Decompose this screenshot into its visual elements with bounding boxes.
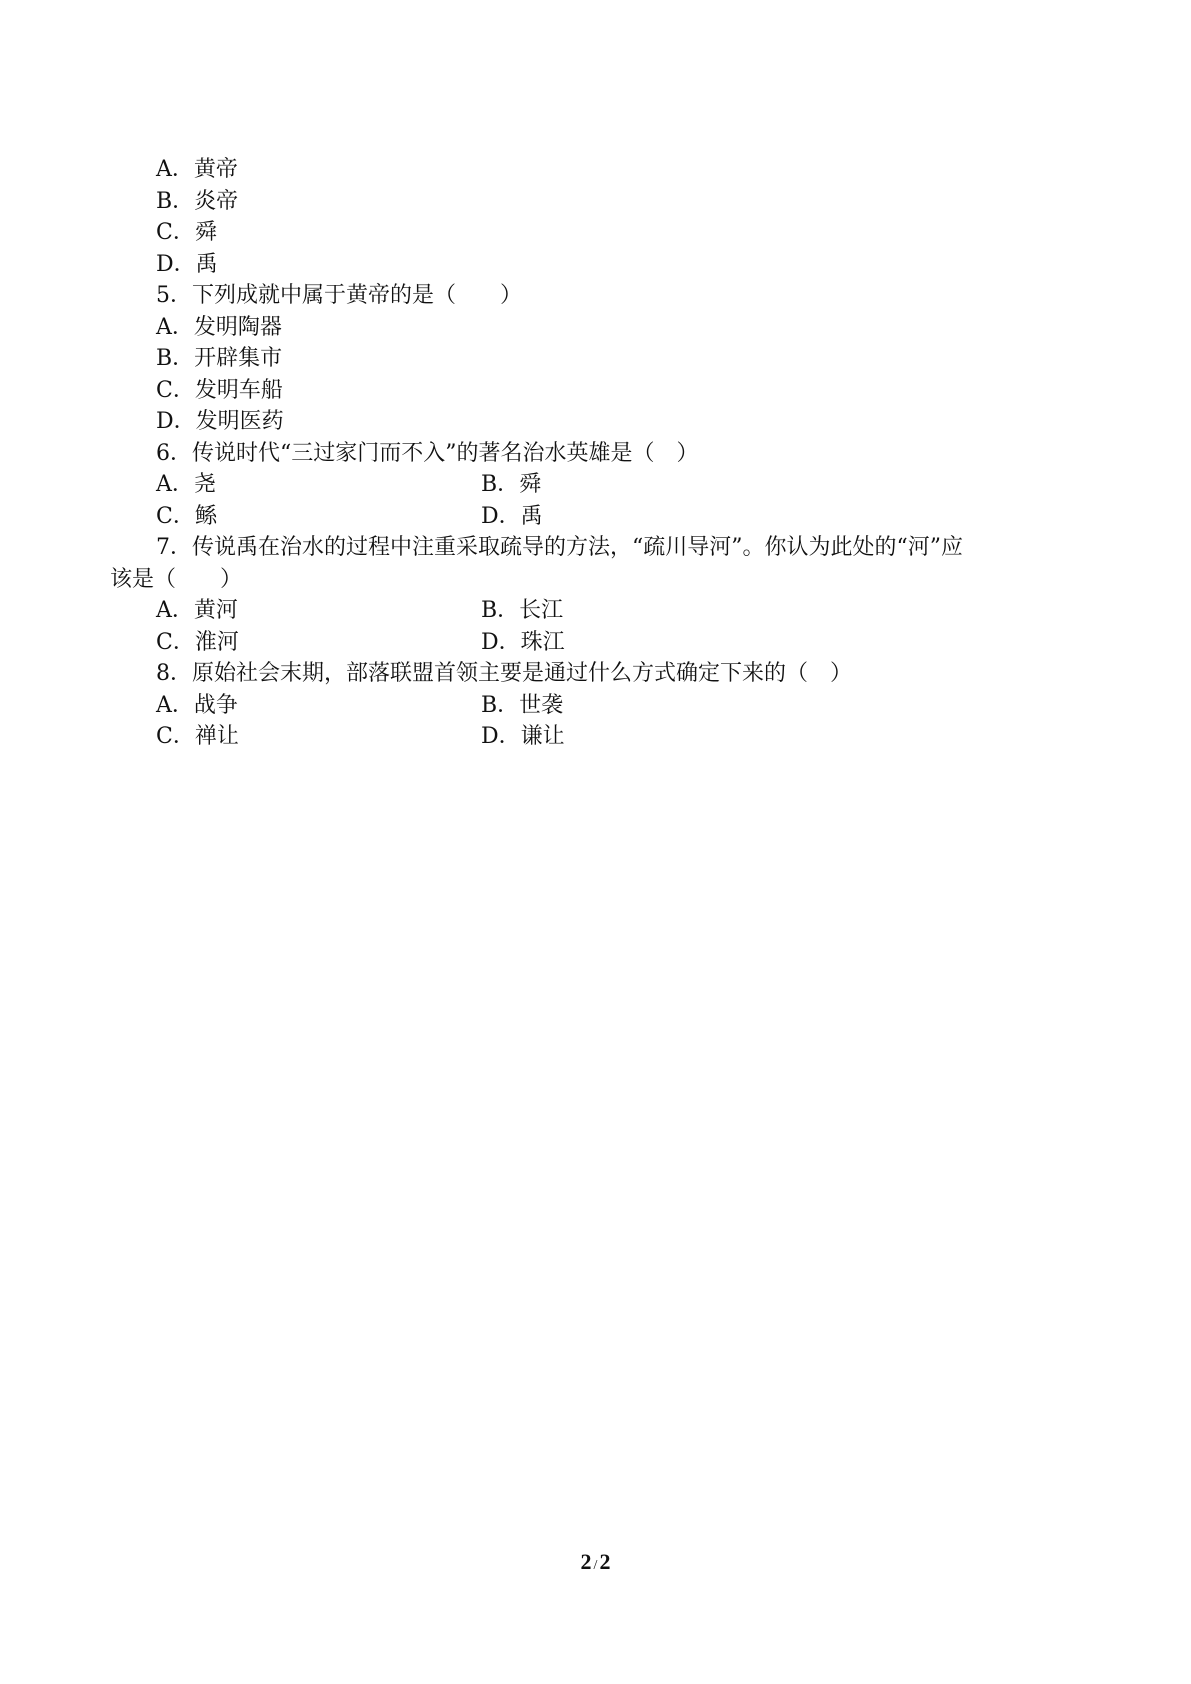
q8-option-c: C．禅让 [156,724,239,749]
q5-option-d: D．发明医药 [156,409,284,434]
q4-option-c: C．舜 [156,220,217,245]
q7-option-d: D．珠江 [481,629,565,655]
q7-stem-line-2: 该是（ ） [110,566,243,592]
q7-options-row-2 [110,627,1090,659]
q8-option-b: B．世袭 [481,692,564,718]
page-total: 2 [599,1549,611,1574]
q6-option-b: B．舜 [481,472,542,497]
q6-option-c: C．鲧 [156,503,217,529]
q6-stem: 6．传说时代“三过家门而不入”的著名治水英雄是（ ） [156,440,699,466]
q8-option-d: D．谦让 [481,724,565,749]
question-content [110,154,1090,753]
q5-option-a: A．发明陶器 [156,314,282,340]
q7-option-a: A．黄河 [156,598,238,623]
q8-stem: 8．原始社会末期，部落联盟首领主要是通过什么方式确定下来的（ ） [156,661,852,686]
q5-stem: 5．下列成就中属于黄帝的是（ ） [156,283,522,308]
q6-option-d: D．禹 [481,503,543,529]
q6-options-row-2 [110,501,1090,533]
q4-option-a: A．黄帝 [156,157,238,182]
q6-options-row-1 [110,469,1090,501]
q7-options-row-1 [110,595,1090,627]
q4-option-d: D．禹 [156,251,218,277]
q7-option-b: B．长江 [481,598,564,623]
q5-option-b: B．开辟集市 [156,346,283,371]
page-separator: / [593,1558,598,1573]
q4-option-b: B．炎帝 [156,188,239,214]
q8-options-row-1 [110,690,1090,722]
q8-options-row-2 [110,721,1090,753]
page-number [0,1549,1191,1575]
q6-option-a: A．尧 [156,472,216,497]
q7-option-c: C．淮河 [156,629,239,655]
q5-option-c: C．发明车船 [156,377,283,403]
page-current: 2 [580,1549,592,1574]
q7-stem-line-1: 7．传说禹在治水的过程中注重采取疏导的方法，“疏川导河”。你认为此处的“河”应 [156,535,963,560]
q8-option-a: A．战争 [156,692,238,718]
